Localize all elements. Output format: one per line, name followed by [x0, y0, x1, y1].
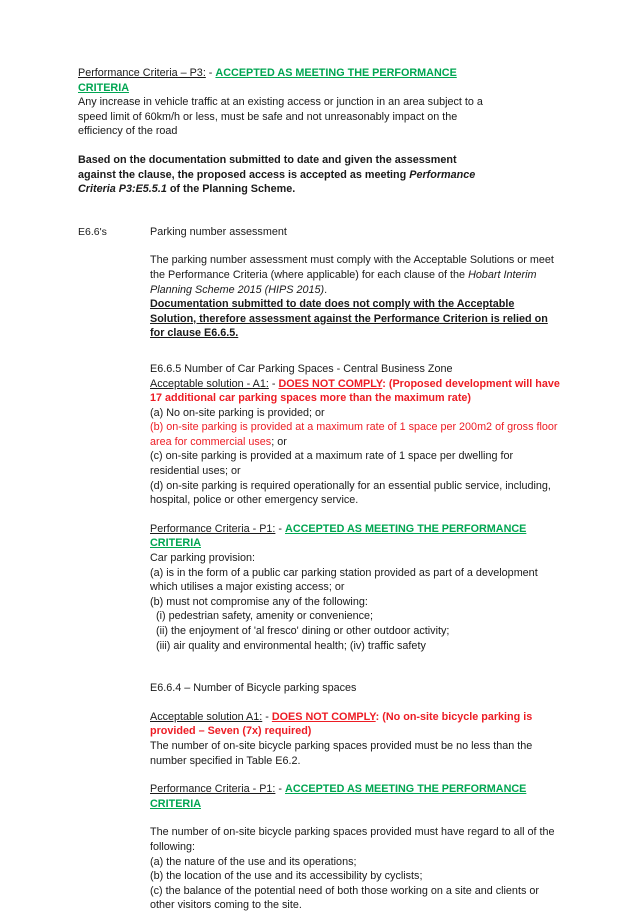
e665-performance-item-b: (b) must not compromise any of the following:: [150, 595, 368, 608]
e664-status-badge: DOES NOT COMPLY: [271, 710, 376, 723]
e665-option-c: (c) on-site parking is provided at a maximum rate of 1 space per dwelling for residential uses; or: [150, 450, 514, 478]
section-p3-criteria: [0, 66, 622, 197]
e665-status-badge: DOES NOT COMPLY: [278, 377, 383, 390]
spacer: [150, 811, 562, 825]
e665-performance-subitem-ii: (ii) the enjoyment of 'al fresco' dining or other outdoor activity;: [156, 625, 450, 637]
e665-performance-heading-label: Performance Criteria - P1:: [150, 522, 276, 535]
e664-performance-item-a: (a) the nature of the use and its operations;: [150, 855, 357, 868]
e664-performance-item-c: (c) the balance of the potential need of both those working on a site and clients or other visitors coming to the site.: [150, 884, 539, 912]
e665-performance-separator: -: [275, 522, 286, 535]
spacer: [150, 508, 562, 522]
e664-performance-status-badge: ACCEPTED AS MEETING THE PERFORMANCE CRITERIA: [150, 783, 527, 810]
e664-body-text: The number of on-site bicycle parking spaces provided must be no less than the number specified in Table E6.2.: [150, 739, 533, 767]
e664-performance-separator: -: [275, 783, 286, 796]
section-parking-number: [0, 225, 622, 341]
spacer: [78, 139, 490, 153]
spacer: [0, 653, 622, 681]
p3-content: [78, 66, 490, 197]
document-body: [0, 66, 622, 913]
e664-acceptable-solution-line: [150, 710, 562, 739]
p3-conclusion-emphasis: Performance Criteria P3:E5.5.1: [78, 168, 476, 196]
e665-option-d: (d) on-site parking is required operationally for an essential public service, including, hospital, police or other emergency service.: [150, 479, 551, 507]
e665-acceptable-solution-line: [150, 377, 562, 406]
intro-scheme-name: Hobart Interim Planning Scheme 2015 (HIPS 2015): [150, 268, 537, 296]
e664-acceptable-solution-label: Acceptable solution A1:: [150, 710, 263, 723]
e664-heading: E6.6.4 – Number of Bicycle parking spaces: [150, 682, 357, 695]
intro-part2: .: [324, 283, 328, 296]
p3-conclusion-part2: of the Planning Scheme.: [166, 183, 296, 196]
e664-content: [150, 681, 562, 913]
e665-performance-intro: Car parking provision:: [150, 552, 256, 565]
parking-number-intro: [150, 253, 562, 297]
p3-conclusion: [78, 153, 490, 197]
p3-heading-separator: -: [205, 67, 216, 79]
p3-status-badge: ACCEPTED AS MEETING THE PERFORMANCE CRITERIA: [78, 67, 457, 94]
spacer: [0, 341, 622, 362]
e665-performance-status-badge: ACCEPTED AS MEETING THE PERFORMANCE CRITERIA: [150, 522, 527, 550]
e665-separator: -: [268, 377, 279, 390]
e665-status-note: : (Proposed development will have 17 additional car parking spaces more than the maximum rate): [150, 377, 560, 405]
parking-number-title: Parking number assessment: [150, 225, 287, 238]
e665-option-b-trailing: ; or: [271, 435, 287, 448]
e664-performance-heading: [150, 782, 562, 811]
spacer: [150, 768, 562, 782]
e665-performance-subitem-i: (i) pedestrian safety, amenity or convenience;: [156, 610, 374, 623]
e664-separator: -: [262, 710, 272, 723]
e665-option-b-highlighted: (b) on-site parking is provided at a maximum rate of 1 space per 200m2 of gross floor area for commercial uses: [150, 421, 558, 448]
section-e665-car-parking: [0, 362, 622, 653]
spacer: [150, 239, 562, 253]
e665-performance-item-a: (a) is in the form of a public car parking station provided as part of a development which utilises a major existing access; or: [150, 566, 538, 594]
e665-acceptable-solution-label: Acceptable solution - A1:: [150, 377, 269, 390]
e665-option-b: [150, 420, 562, 449]
e664-performance-heading-label: Performance Criteria - P1:: [150, 783, 276, 796]
p3-body-text: Any increase in vehicle traffic at an existing access or junction in an area subject to a speed limit of 60km/h or less, must be safe and not unreasonably impact on the efficiency of the road: [78, 96, 483, 138]
p3-heading-label: Performance Criteria – P3:: [78, 67, 206, 79]
p3-conclusion-part1: Based on the documentation submitted to date and given the assessment against the clause, the proposed access is accepted as meeting: [78, 153, 457, 181]
spacer: [150, 696, 562, 710]
intro-part1: The parking number assessment must comply with the Acceptable Solutions or meet the Performance Criteria (where applicable) for each clause of the: [150, 254, 554, 281]
e665-performance-heading: [150, 522, 562, 551]
e664-performance-intro: The number of on-site bicycle parking spaces provided must have regard to all of the following:: [150, 826, 555, 853]
e664-status-note: : (No on-site bicycle parking is provided – Seven (7x) required): [150, 710, 533, 738]
e665-performance-subitem-iii: (iii) air quality and environmental health; (iv) traffic safety: [156, 639, 426, 652]
parking-number-content: [150, 225, 562, 341]
section-e664-bicycle-parking: [0, 681, 622, 913]
p3-heading: [78, 66, 490, 95]
clause-reference-e66: E6.6's: [78, 225, 107, 238]
e665-heading: E6.6.5 Number of Car Parking Spaces - Central Business Zone: [150, 362, 453, 375]
parking-number-noncompliance-note: Documentation submitted to date does not comply with the Acceptable Solution, therefore assessment against the Performance Criterion is relied on for clause E6.6.5.: [150, 298, 548, 340]
e665-option-a: (a) No on-site parking is provided; or: [150, 406, 325, 419]
spacer: [0, 197, 622, 225]
e665-content: [150, 362, 562, 653]
e664-performance-item-b: (b) the location of the use and its accessibility by cyclists;: [150, 870, 423, 883]
